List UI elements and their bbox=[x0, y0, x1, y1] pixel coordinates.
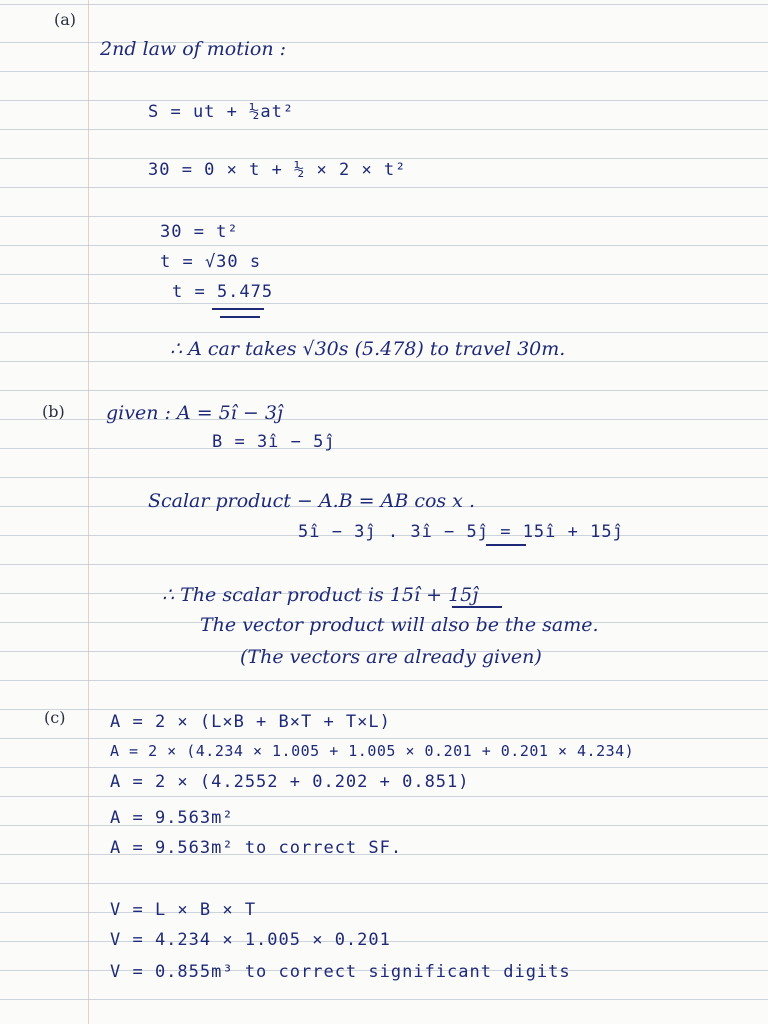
part-a-conclusion: ∴ A car takes √30s (5.478) to travel 30m. bbox=[170, 338, 566, 360]
answer-underline bbox=[486, 544, 526, 546]
part-b-conclusion-2: The vector product will also be the same. bbox=[200, 614, 599, 636]
part-c-area-1: A = 2 × (L×B + B×T + T×L) bbox=[110, 712, 391, 732]
part-a-equation-4: t = √30 s bbox=[160, 252, 262, 272]
part-a-label: (a) bbox=[54, 10, 77, 29]
part-a-equation-2: 30 = 0 × t + ½ × 2 × t² bbox=[148, 160, 407, 180]
part-c-area-2: A = 2 × (4.234 × 1.005 + 1.005 × 0.201 + 0.201 × 4.234) bbox=[110, 742, 635, 760]
part-b-conclusion-3: (The vectors are already given) bbox=[240, 646, 542, 668]
part-b-label: (b) bbox=[42, 402, 65, 421]
part-b-given-b: B = 3î − 5ĵ bbox=[212, 432, 336, 452]
margin-line bbox=[88, 0, 89, 1024]
part-a-equation-5: t = 5.475 bbox=[172, 282, 274, 302]
part-b-conclusion-1: ∴ The scalar product is 15î + 15ĵ bbox=[162, 584, 479, 606]
part-a-equation-1: S = ut + ½at² bbox=[148, 102, 295, 122]
answer-underline bbox=[452, 606, 502, 608]
part-b-scalar-calculation: 5î − 3ĵ . 3î − 5ĵ = 15î + 15ĵ bbox=[298, 522, 624, 542]
part-c-volume-2: V = 4.234 × 1.005 × 0.201 bbox=[110, 930, 391, 950]
part-b-given-a: given : A = 5î − 3ĵ bbox=[106, 402, 283, 424]
part-c-area-5: A = 9.563m² to correct SF. bbox=[110, 838, 403, 858]
part-c-area-3: A = 2 × (4.2552 + 0.202 + 0.851) bbox=[110, 772, 470, 792]
part-a-equation-3: 30 = t² bbox=[160, 222, 239, 242]
part-c-volume-1: V = L × B × T bbox=[110, 900, 257, 920]
part-b-scalar-definition: Scalar product − A.B = AB cos x . bbox=[148, 490, 475, 512]
answer-underline bbox=[212, 308, 264, 310]
part-c-volume-3: V = 0.855m³ to correct significant digits bbox=[110, 962, 571, 982]
part-c-area-4: A = 9.563m² bbox=[110, 808, 234, 828]
part-c-label: (c) bbox=[44, 708, 66, 727]
answer-underline bbox=[220, 316, 260, 318]
part-a-heading: 2nd law of motion : bbox=[100, 38, 287, 60]
